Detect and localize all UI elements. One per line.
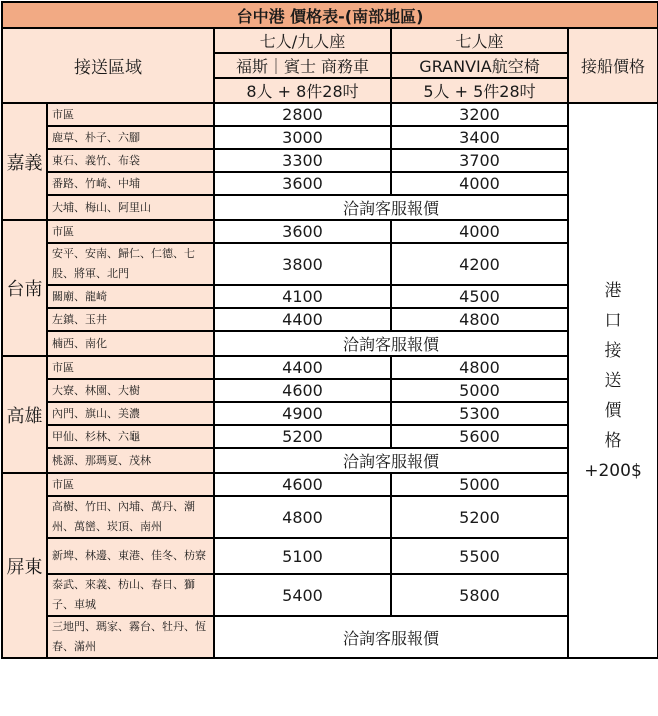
price-col2: 5800 (391, 574, 568, 616)
area-name: 關廟、龍崎 (47, 285, 214, 308)
price-col1: 5400 (214, 574, 391, 616)
area-name: 大寮、林園、大樹 (47, 379, 214, 402)
area-name: 左鎮、玉井 (47, 308, 214, 331)
table-row (2, 356, 658, 379)
col1-model: 福斯｜賓士 商務車 (214, 53, 391, 78)
price-col1: 4400 (214, 356, 391, 379)
price-col2: 3200 (391, 103, 568, 126)
price-col2: 5600 (391, 425, 568, 448)
price-col1: 4900 (214, 402, 391, 425)
col2-model: GRANVIA航空椅 (391, 53, 568, 78)
inquiry-note: 洽詢客服報價 (214, 448, 568, 473)
area-name: 番路、竹崎、中埔 (47, 172, 214, 195)
area-name: 市區 (47, 473, 214, 496)
table-row (2, 220, 658, 243)
table-row (2, 425, 658, 448)
area-name: 三地門、瑪家、霧台、牡丹、恆春、滿州 (47, 616, 214, 658)
table-row (2, 616, 658, 658)
price-col2: 3400 (391, 126, 568, 149)
price-col1: 3000 (214, 126, 391, 149)
price-col2: 4800 (391, 356, 568, 379)
table-row (2, 402, 658, 425)
col1-type: 七人/九人座 (214, 28, 391, 53)
area-name: 桃源、那瑪夏、茂林 (47, 448, 214, 473)
price-col2: 5300 (391, 402, 568, 425)
port-note-char: 口 (604, 310, 622, 331)
region-name: 高雄 (2, 356, 47, 473)
area-name: 鹿草、朴子、六腳 (47, 126, 214, 149)
area-name: 市區 (47, 103, 214, 126)
table-row (2, 195, 658, 220)
port-surcharge-note (568, 103, 658, 658)
port-note-char: 接 (604, 340, 622, 361)
col1-capacity: 8人 + 8件28吋 (214, 78, 391, 103)
area-name: 市區 (47, 220, 214, 243)
table-row (2, 379, 658, 402)
price-col2: 4500 (391, 285, 568, 308)
price-col2: 4800 (391, 308, 568, 331)
inquiry-note: 洽詢客服報價 (214, 331, 568, 356)
area-name: 大埔、梅山、阿里山 (47, 195, 214, 220)
price-col2: 4200 (391, 243, 568, 285)
port-note-char: 格 (604, 430, 622, 451)
price-col1: 3600 (214, 172, 391, 195)
price-col1: 4400 (214, 308, 391, 331)
price-col1: 5100 (214, 538, 391, 574)
col3-header: 接船價格 (568, 28, 658, 103)
area-name: 東石、義竹、布袋 (47, 149, 214, 172)
price-col2: 4000 (391, 220, 568, 243)
col2-capacity: 5人 + 5件28吋 (391, 78, 568, 103)
area-header: 接送區域 (2, 28, 214, 103)
price-col2: 5000 (391, 379, 568, 402)
price-col1: 2800 (214, 103, 391, 126)
port-note-char: 送 (604, 370, 622, 391)
area-name: 安平、安南、歸仁、仁德、七股、將軍、北門 (47, 243, 214, 285)
inquiry-note: 洽詢客服報價 (214, 616, 568, 658)
price-col2: 4000 (391, 172, 568, 195)
price-col1: 4600 (214, 379, 391, 402)
region-name: 台南 (2, 220, 47, 356)
table-row (2, 473, 658, 496)
price-col2: 5000 (391, 473, 568, 496)
table-row (2, 243, 658, 285)
price-col1: 5200 (214, 425, 391, 448)
table-row (2, 285, 658, 308)
table-row (2, 149, 658, 172)
area-name: 新埤、林邊、東港、佳冬、枋寮 (47, 538, 214, 574)
area-name: 高樹、竹田、內埔、萬丹、潮州、萬巒、崁頂、南州 (47, 496, 214, 538)
table-row (2, 448, 658, 473)
table-row (2, 308, 658, 331)
port-note-char: 港 (604, 280, 622, 301)
inquiry-note: 洽詢客服報價 (214, 195, 568, 220)
region-name: 屏東 (2, 473, 47, 658)
port-note-char: 價 (604, 400, 622, 421)
area-name: 甲仙、杉林、六龜 (47, 425, 214, 448)
price-col2: 3700 (391, 149, 568, 172)
table-row (2, 538, 658, 574)
price-col1: 4600 (214, 473, 391, 496)
price-col1: 4800 (214, 496, 391, 538)
table-row (2, 574, 658, 616)
table-row (2, 103, 658, 126)
price-col2: 5200 (391, 496, 568, 538)
table-title: 台中港 價格表-(南部地區) (2, 2, 658, 28)
price-col1: 3300 (214, 149, 391, 172)
port-note-extra: +200$ (584, 460, 642, 481)
table-row (2, 331, 658, 356)
price-col1: 3800 (214, 243, 391, 285)
area-name: 泰武、來義、枋山、春日、獅子、車城 (47, 574, 214, 616)
table-row (2, 172, 658, 195)
col2-type: 七人座 (391, 28, 568, 53)
area-name: 內門、旗山、美濃 (47, 402, 214, 425)
price-table (1, 1, 658, 659)
area-name: 市區 (47, 356, 214, 379)
price-col1: 3600 (214, 220, 391, 243)
area-name: 楠西、南化 (47, 331, 214, 356)
table-row (2, 126, 658, 149)
price-col2: 5500 (391, 538, 568, 574)
region-name: 嘉義 (2, 103, 47, 220)
table-row (2, 496, 658, 538)
price-col1: 4100 (214, 285, 391, 308)
